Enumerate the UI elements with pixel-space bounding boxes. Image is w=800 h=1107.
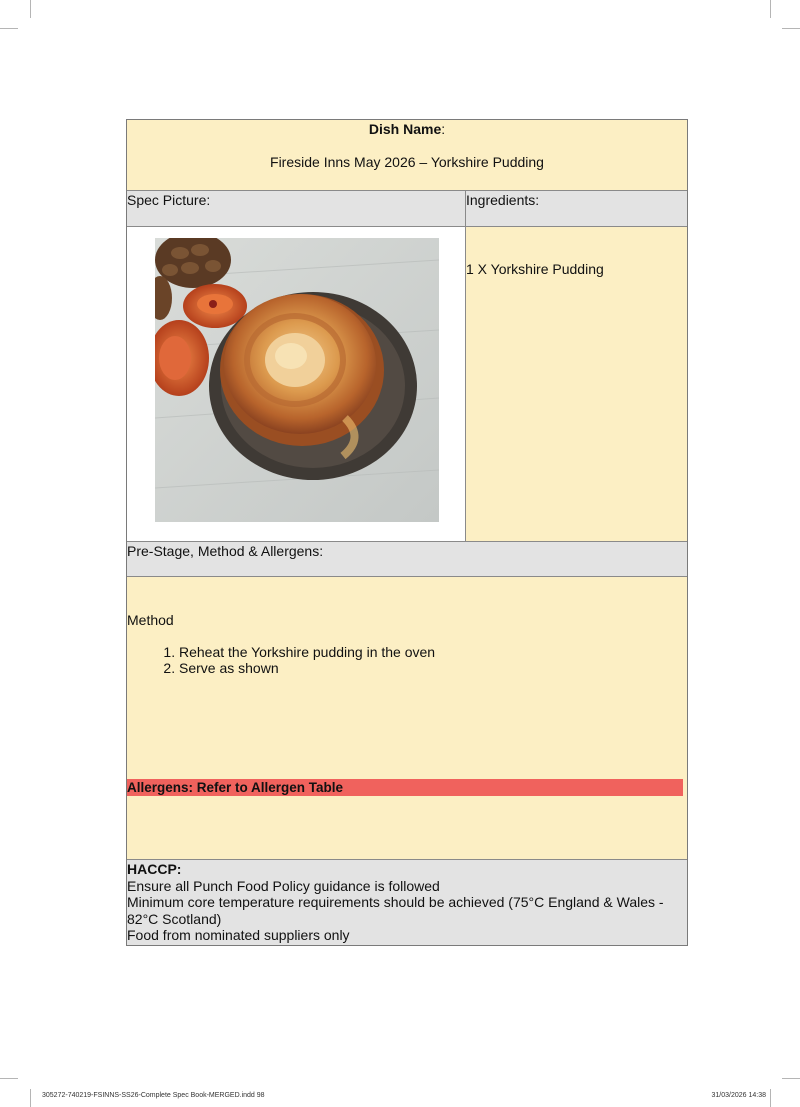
spec-picture-cell [127,227,466,541]
ingredients-cell [466,227,687,541]
crop-mark [770,1089,771,1107]
footer-file-info: 305272-740219-FSINNS-SS26-Complete Spec Book-MERGED.indd 98 [42,1092,265,1099]
allergens-banner: Allergens: Refer to Allergen Table [127,779,683,796]
method-section [127,577,687,860]
crop-mark [0,1078,18,1079]
picture-ingredients-row [127,227,687,542]
crop-mark [782,1078,800,1079]
method-steps [127,644,435,676]
haccp-line: Minimum core temperature requirements should be achieved (75°C England & Wales - 82°C Scotland) [127,894,664,927]
haccp-line: Ensure all Punch Food Policy guidance is followed [127,877,440,894]
spec-sheet [126,119,688,946]
method-title: Method [127,612,174,628]
footer-datetime: 31/03/2026 14:38 [711,1092,766,1099]
haccp-section [127,860,687,945]
dish-name-value: Fireside Inns May 2026 – Yorkshire Pudding [270,154,544,170]
method-step: 2. Serve as shown [179,660,435,676]
haccp-line: Food from nominated suppliers only [127,927,350,943]
crop-mark [0,28,18,29]
ingredient-item: 1 X Yorkshire Pudding [466,261,604,277]
yorkshire-pudding-photo [155,238,439,522]
picture-ingredients-header [127,191,687,227]
ingredients-header: Ingredients: [466,192,540,208]
crop-mark [770,0,771,18]
dish-name-label: Dish Name: [368,121,446,137]
crop-mark [30,1089,31,1107]
crop-mark [782,28,800,29]
method-step: 1. Reheat the Yorkshire pudding in the oven [179,644,435,660]
pre-stage-header: Pre-Stage, Method & Allergens: [127,542,687,577]
dish-name-row [127,120,687,191]
crop-mark [30,0,31,18]
spec-picture-header: Spec Picture: [127,191,466,226]
haccp-title: HACCP: [127,861,182,877]
